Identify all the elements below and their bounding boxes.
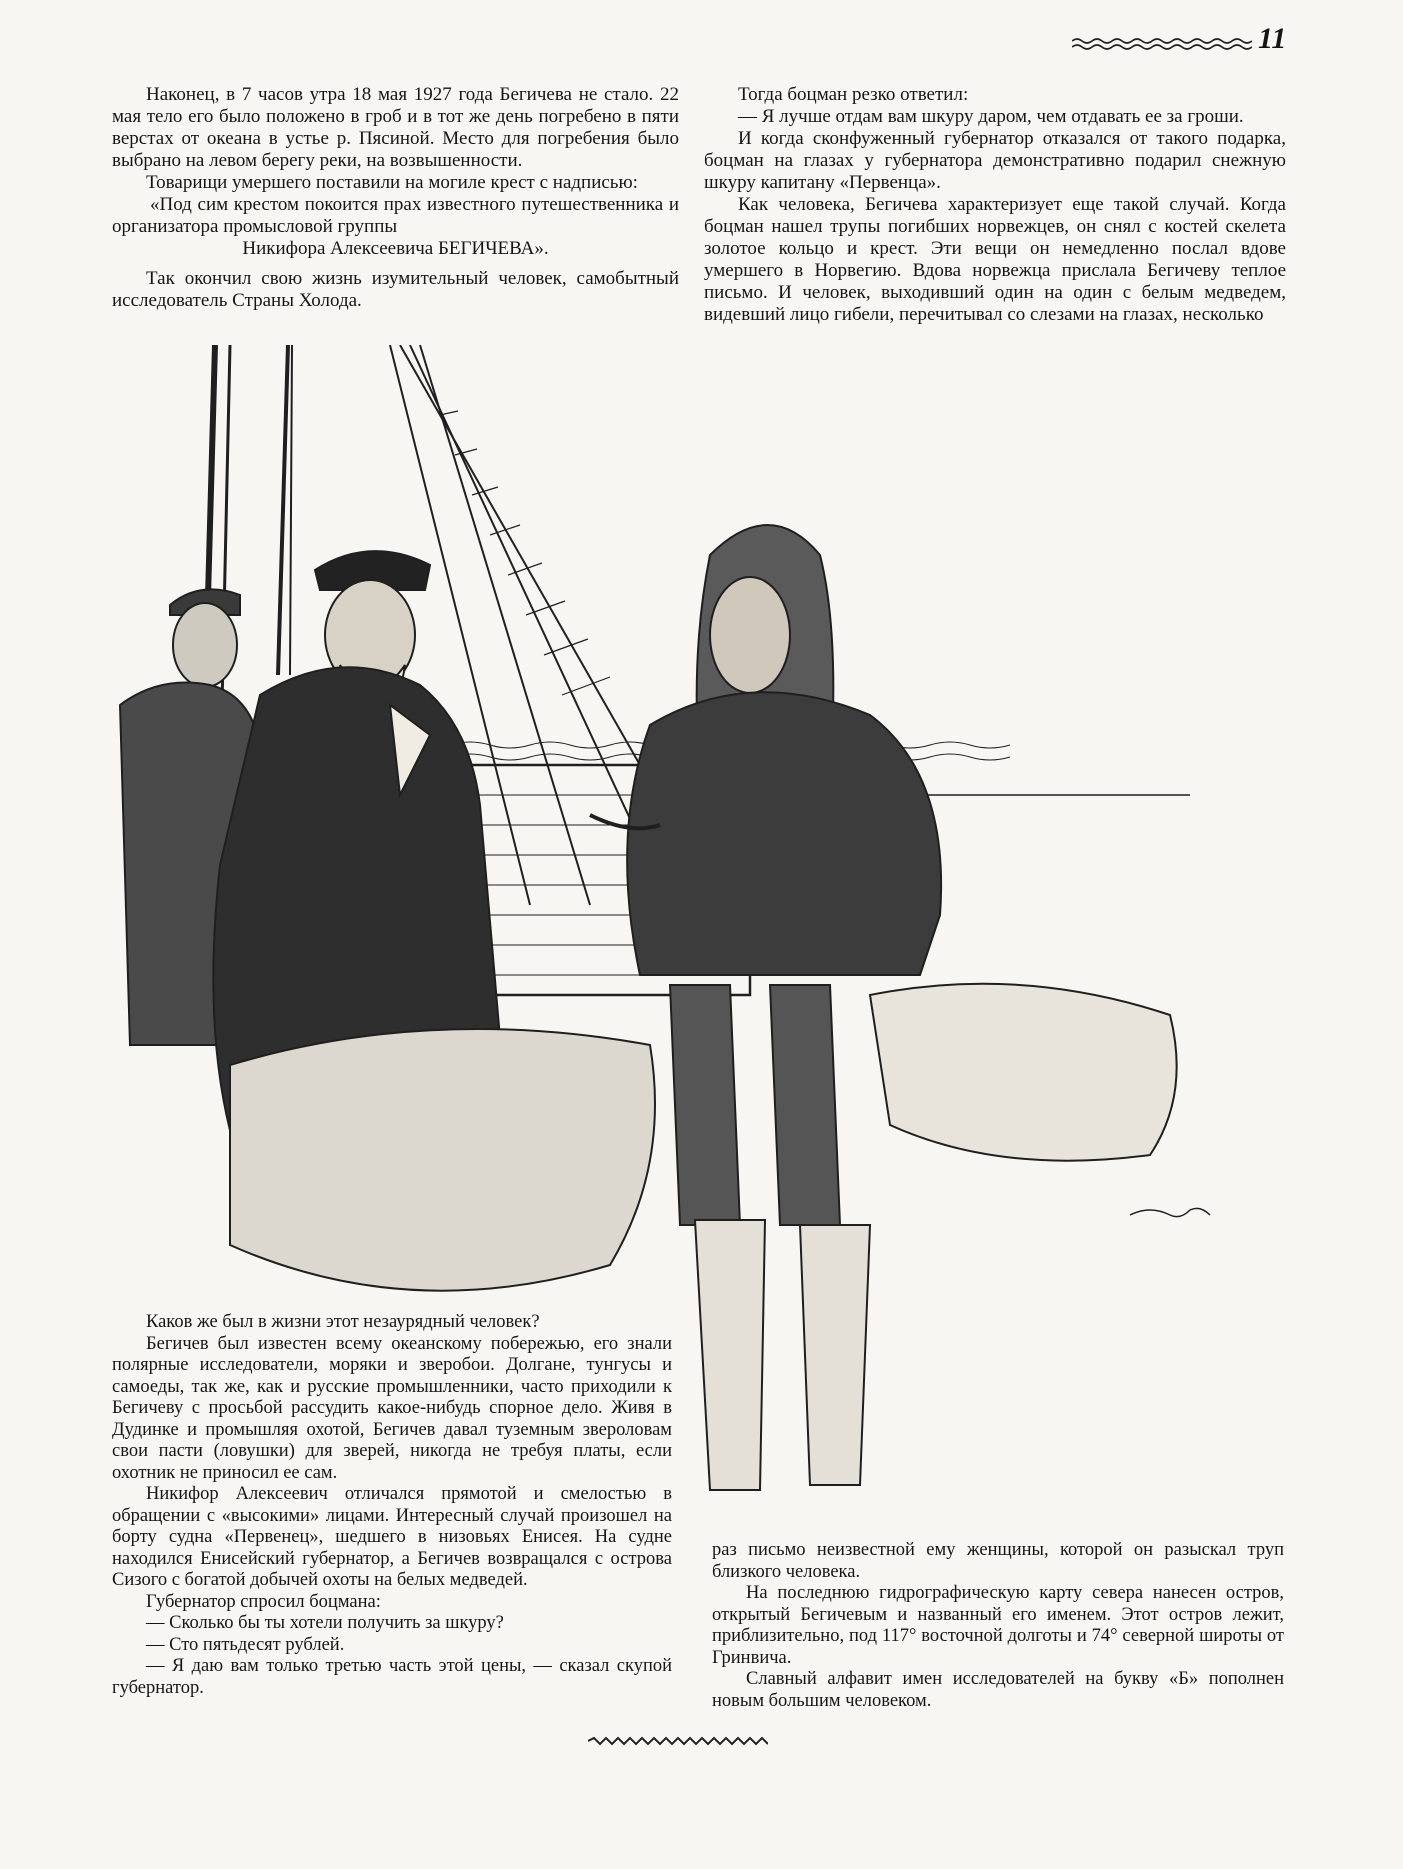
article-column-left-top	[112, 84, 679, 312]
paragraph: Каков же был в жизни этот незаурядный человек?	[146, 1312, 540, 1332]
dialog-line: — Я лучше отдам вам шкуру даром, чем отдавать ее за гроши.	[738, 106, 1244, 127]
article-column-right-bottom	[712, 1540, 1284, 1712]
paragraph: На последнюю гидрографическую карту севера нанесен остров, открытый Бегичевым и названный его именем. Этот остров лежит, приблизительно, под 117° восточной долготы и 74° северной широты от Гринвича.	[712, 1583, 1284, 1668]
paragraph: Никифор Алексеевич отличался прямотой и смелостью в обращении с «высокими» лицами. Интересный случай произошел на борту судна «Первенец», шедшего в низовьях Енисея. На судне находился Енисейский губернатор, а Бегичев возвращался с острова Сизого с богатой добычей охоты на белых медведей.	[112, 1484, 672, 1590]
paragraph: Товарищи умершего поставили на могиле крест с надписью:	[146, 172, 638, 193]
article-column-left-bottom	[112, 1312, 672, 1699]
paragraph: Славный алфавит имен исследователей на букву «Б» пополнен новым большим человеком.	[712, 1669, 1284, 1711]
paragraph: раз письмо неизвестной ему женщины, которой он разыскал труп близкого человека.	[712, 1540, 1284, 1582]
paragraph: Бегичев был известен всему океанскому побережью, его знали полярные исследователи, моряки и зверобои. Долгане, тунгусы и самоеды, так же, как и русские промышленники, часто приходили к Бегичеву с просьбой рассудить какое-нибудь спорное дело. Живя в Дудинке и промышляя охотой, Бегичев давал туземным звероловам свои пасти (ловушки) для зверей, никогда не требуя платы, если охотник не приносил ее сам.	[112, 1333, 672, 1483]
epitaph-quote: «Под сим крестом покоится прах известного путешественника и организатора промысловой группы	[112, 194, 679, 237]
paragraph: Как человека, Бегичева характеризует еще такой случай. Когда боцман нашел трупы погибших норвежцев, он снял с костей скелета золотое кольцо и крест. Эти вещи он немедленно послал вдове умершего в Норвегию. Вдова норвежца прислала Бегичеву теплое письмо. И человек, выходивший один на один с белым медведем, видевший лицо гибели, перечитывал со слезами на глазах, несколько	[704, 194, 1286, 325]
header-wave-ornament	[1072, 36, 1252, 52]
paragraph: Наконец, в 7 часов утра 18 мая 1927 года Бегичева не стало. 22 мая тело его было положено в гроб и в тот же день погребено в пяти верстах от океана в устье р. Пясиной. Место для погребения было выбрано на левом берегу реки, на возвышенности.	[112, 84, 679, 171]
footer-ornament	[588, 1736, 768, 1746]
paragraph: Тогда боцман резко ответил:	[738, 84, 969, 105]
page-number: 11	[1258, 22, 1287, 55]
paragraph: Так окончил свою жизнь изумительный человек, самобытный исследователь Страны Холода.	[112, 268, 679, 311]
dialog-line: — Сколько бы ты хотели получить за шкуру?	[146, 1613, 504, 1633]
paragraph: И когда сконфуженный губернатор отказался от такого подарка, боцман на глазах у губернатора демонстративно подарил снежную шкуру капитану «Первенца».	[704, 128, 1286, 193]
paragraph: Губернатор спросил боцмана:	[146, 1591, 381, 1612]
article-column-right-top	[704, 84, 1286, 326]
dialog-line: — Я даю вам только третью часть этой цены, — сказал скупой губернатор.	[112, 1656, 672, 1698]
epitaph-name: Никифора Алексеевича БЕГИЧЕВА».	[242, 238, 549, 259]
dialog-line: — Сто пятьдесят рублей.	[146, 1634, 345, 1655]
